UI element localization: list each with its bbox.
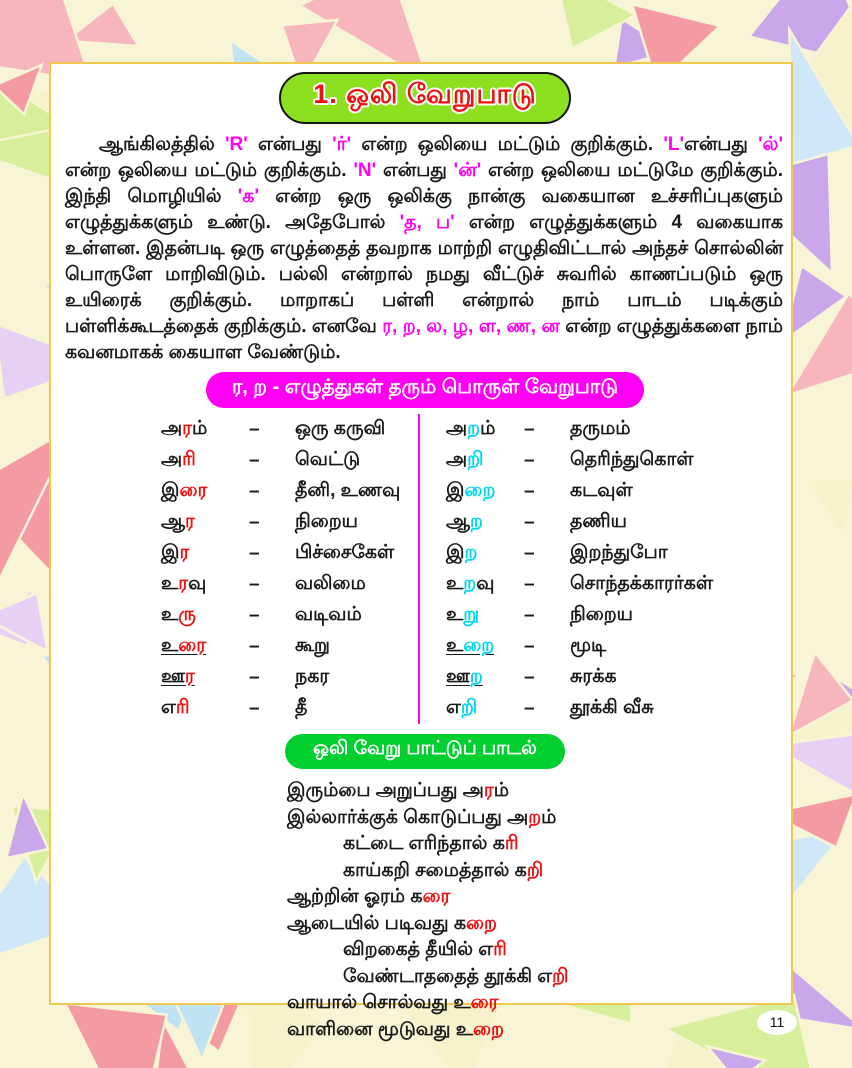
dash: –	[524, 666, 535, 688]
vocab-meaning: தீனி, உணவு	[295, 479, 401, 501]
vocab-row	[446, 631, 785, 662]
dash: –	[249, 573, 260, 595]
vocab-row	[161, 569, 418, 600]
song-line	[343, 937, 785, 964]
intro-highlight: 'ல்'	[758, 134, 783, 155]
vocab-word	[161, 573, 249, 597]
vocab-row	[161, 538, 418, 569]
vocab-meaning: தூக்கி வீசு	[570, 696, 654, 718]
vocab-row	[161, 476, 418, 507]
line-text: வாளினை மூடுவது உ	[287, 1018, 473, 1040]
vocab-meaning: கூறு	[295, 634, 330, 656]
lesson-title: 1. ஒலி வேறுபாடு	[279, 72, 571, 124]
vocab-meaning: வெட்டு	[295, 448, 361, 470]
vocab-row	[446, 507, 785, 538]
intro-paragraph	[65, 132, 785, 366]
vocab-word	[446, 666, 524, 690]
dash: –	[524, 635, 535, 657]
vocab-word	[161, 604, 249, 628]
word-prefix: இ	[446, 541, 465, 563]
word-highlight: ர	[182, 417, 192, 439]
word-highlight: று	[463, 603, 480, 625]
line-text: ம்	[493, 780, 510, 801]
intro-highlight: 'N'	[353, 160, 377, 181]
vocab-meaning: பிச்சைகேள்	[295, 541, 395, 563]
dash: –	[524, 573, 535, 595]
word-prefix: இ	[161, 479, 180, 501]
vocab-word	[161, 449, 249, 473]
song-line	[287, 778, 785, 805]
vocab-row	[446, 414, 785, 445]
vocab-row	[161, 693, 418, 724]
song-line	[287, 805, 785, 832]
line-highlight: ரி	[493, 939, 507, 960]
word-highlight: ற	[463, 572, 477, 594]
dash: –	[249, 604, 260, 626]
word-highlight: ரி	[182, 448, 196, 470]
intro-highlight: 'ர்'	[332, 134, 352, 155]
song-line	[287, 990, 785, 1017]
word-prefix: அ	[446, 448, 468, 470]
word-prefix: உ	[161, 572, 179, 594]
word-highlight: ர	[184, 665, 195, 687]
vocab-word	[446, 511, 524, 535]
vocab-word	[446, 542, 524, 566]
word-prefix: ஆ	[446, 510, 471, 532]
vocab-meaning: நகர	[295, 665, 330, 687]
word-prefix: உ	[446, 603, 464, 625]
intro-text: ஆங்கிலத்தில்	[99, 134, 225, 155]
word-prefix: அ	[161, 417, 183, 439]
word-highlight: ற	[467, 417, 481, 439]
word-prefix: இ	[446, 479, 465, 501]
word-highlight: ரி	[175, 696, 190, 718]
vocab-meaning: தெரிந்துகொள்	[570, 448, 694, 470]
song-line	[343, 964, 785, 991]
vocab-row	[446, 600, 785, 631]
intro-highlight: ர, ற, ல, ழ, ள, ண, ன	[382, 316, 560, 337]
song-line	[287, 911, 785, 938]
vocab-meaning: தருமம்	[570, 417, 631, 439]
vocab-word	[446, 418, 524, 442]
word-highlight: றி	[467, 448, 484, 470]
vocab-meaning: தீ	[295, 696, 308, 718]
vocab-word	[161, 542, 249, 566]
word-prefix: உ	[161, 603, 179, 625]
vocab-row	[161, 600, 418, 631]
vocab-meaning: நிறைய	[295, 510, 358, 532]
intro-highlight: 'ன்'	[453, 160, 482, 181]
vocab-row	[446, 569, 785, 600]
line-text: இல்லார்க்குக் கொடுப்பது அ	[287, 806, 529, 828]
line-text: ஆடையில் படிவது க	[287, 912, 467, 934]
vocab-word	[161, 666, 249, 690]
word-suffix: வு	[188, 572, 207, 594]
word-prefix: ஊ	[446, 665, 470, 687]
dash: –	[249, 542, 260, 564]
word-highlight: ற	[470, 510, 483, 532]
line-text: ம்	[541, 806, 557, 828]
word-prefix: எ	[446, 696, 461, 718]
word-highlight: றி	[460, 696, 478, 718]
line-text: விறகைத் தீயில் எ	[343, 939, 494, 960]
line-text: வாயால் சொல்வது உ	[287, 992, 471, 1013]
word-suffix: ம்	[480, 417, 496, 439]
song-line	[287, 1017, 785, 1044]
vocab-row	[446, 445, 785, 476]
vocab-word	[161, 418, 249, 442]
intro-text: என்ற ஒலியை மட்டுமே குறிக்கும். இந்தி மொழியில்	[65, 160, 783, 207]
vocab-row	[446, 476, 785, 507]
dash: –	[249, 418, 260, 440]
word-suffix: வு	[476, 572, 495, 594]
vocab-column-ra	[65, 414, 420, 724]
vocab-row	[446, 662, 785, 693]
song-line	[343, 831, 785, 858]
intro-text: என்ற எழுத்துக்களை நாம் கவனமாகக் கையாள வேண்டும்.	[65, 316, 783, 363]
word-prefix: ஆ	[161, 510, 186, 532]
intro-highlight: 'க'	[237, 186, 259, 207]
word-prefix: அ	[161, 448, 183, 470]
vocab-meaning: வலிமை	[295, 572, 366, 594]
dash: –	[249, 480, 260, 502]
word-prefix: அ	[446, 417, 468, 439]
line-highlight: றை	[466, 912, 497, 934]
word-prefix: உ	[161, 634, 179, 656]
word-prefix: இ	[161, 541, 180, 563]
vocab-word	[446, 480, 524, 504]
word-highlight: ரை	[178, 634, 207, 656]
vocab-row	[161, 631, 418, 662]
intro-text: என்ற ஒரு ஒலிக்கு நான்கு வகையான உச்சரிப்புகளும் எழுத்துக்களும் உண்டு. அதேபோல்	[65, 186, 784, 233]
vocab-word	[446, 573, 524, 597]
line-highlight: ற	[528, 806, 542, 828]
word-highlight: ர	[178, 572, 189, 594]
word-prefix: ஊ	[161, 665, 185, 687]
vocab-column-rra	[420, 414, 785, 724]
vocab-table	[65, 414, 785, 724]
vocab-row	[161, 414, 418, 445]
word-prefix: எ	[161, 696, 176, 718]
line-text: ஆற்றின் ஓரம் க	[287, 886, 423, 907]
page-number: 11	[757, 1010, 797, 1035]
vocab-word	[161, 480, 249, 504]
line-text: காய்கறி சமைத்தால் க	[343, 859, 527, 881]
line-text: இரும்பை அறுப்பது அ	[287, 780, 484, 801]
dash: –	[524, 542, 535, 564]
dash: –	[524, 418, 535, 440]
vocab-row	[161, 445, 418, 476]
vocab-word	[446, 604, 524, 628]
word-suffix: ம்	[191, 417, 208, 439]
line-highlight: றி	[526, 859, 544, 881]
intro-text: என்பது	[684, 134, 759, 155]
vocab-word	[161, 635, 249, 659]
word-highlight: ரை	[179, 479, 208, 501]
vocab-meaning: தணிய	[570, 510, 627, 532]
song-line	[287, 884, 785, 911]
dash: –	[524, 511, 535, 533]
dash: –	[524, 697, 535, 719]
vocab-word	[446, 449, 524, 473]
word-highlight: ற	[464, 541, 478, 563]
line-highlight: ரை	[422, 886, 451, 907]
word-highlight: றை	[463, 634, 495, 656]
line-text: வேண்டாததைத் தூக்கி எ	[343, 965, 553, 987]
dash: –	[249, 635, 260, 657]
dash: –	[249, 666, 260, 688]
vocab-row	[161, 662, 418, 693]
line-highlight: ர	[483, 780, 494, 801]
dash: –	[249, 697, 260, 719]
vocab-meaning: சொந்தக்காரர்கள்	[570, 572, 714, 594]
word-highlight: ரு	[178, 603, 196, 625]
dash: –	[249, 449, 260, 471]
vocab-meaning: நிறைய	[570, 603, 633, 625]
vocab-meaning: கடவுள்	[570, 479, 633, 501]
dash: –	[524, 449, 535, 471]
intro-text: என்பது	[247, 134, 333, 155]
word-highlight: ர	[179, 541, 190, 563]
word-highlight: ற	[469, 665, 483, 687]
dash: –	[524, 480, 535, 502]
vocab-meaning: வடிவம்	[295, 603, 362, 625]
line-highlight: றை	[472, 1018, 504, 1040]
vocab-meaning: ஒரு கருவி	[295, 417, 386, 439]
intro-text: என்ற எழுத்துக்களும் 4 வகையாக உள்ளன. இதன்படி ஒரு எழுத்தைத் தவறாக மாற்றி எழுதிவிட்டால் அந்தச் சொல்லின் பொருளே மாறிவிடும். பல்லி என்றால் நமது வீட்டுச் சுவரில் காணப்படும் ஒரு உயிரைக் குறிக்கும். மாறாகப் பள்ளி என்றால் நாம் பாடம் படிக்கும் பள்ளிக்கூடத்தைக் குறிக்கும். எனவே	[65, 212, 783, 337]
line-highlight: ரை	[470, 992, 499, 1013]
intro-highlight: 'R'	[224, 134, 248, 155]
vocab-meaning: இறந்துபோ	[570, 541, 668, 563]
intro-text: என்ற ஒலியை மட்டும் குறிக்கும்.	[351, 134, 664, 155]
vocab-word	[161, 697, 249, 721]
intro-highlight: 'L'	[663, 134, 685, 155]
word-prefix: உ	[446, 572, 464, 594]
line-highlight: றி	[552, 965, 569, 987]
vocab-row	[446, 538, 785, 569]
intro-highlight: 'த, ப'	[399, 212, 455, 233]
song-poem	[287, 778, 785, 1043]
song-line	[343, 858, 785, 885]
vocab-meaning: சுரக்க	[570, 665, 617, 687]
vocab-meaning: மூடி	[570, 634, 607, 656]
word-prefix: உ	[446, 634, 464, 656]
word-highlight: றை	[464, 479, 496, 501]
dash: –	[524, 604, 535, 626]
song-section-heading: ஒலி வேறு பாட்டுப் பாடல்	[285, 734, 565, 769]
dash: –	[249, 511, 260, 533]
word-highlight: ர	[185, 510, 195, 532]
vocab-row	[446, 693, 785, 724]
line-highlight: ரி	[504, 833, 519, 854]
vocab-word	[446, 635, 524, 659]
vocab-section-heading: ர, ற - எழுத்துகள் தரும் பொருள் வேறுபாடு	[206, 372, 644, 408]
intro-text: என்பது	[376, 160, 454, 181]
line-text: கட்டை எரிந்தால் க	[343, 833, 505, 854]
vocab-word	[161, 511, 249, 535]
vocab-word	[446, 697, 524, 721]
vocab-row	[161, 507, 418, 538]
intro-text: என்ற ஒலியை மட்டும் குறிக்கும்.	[65, 160, 354, 181]
